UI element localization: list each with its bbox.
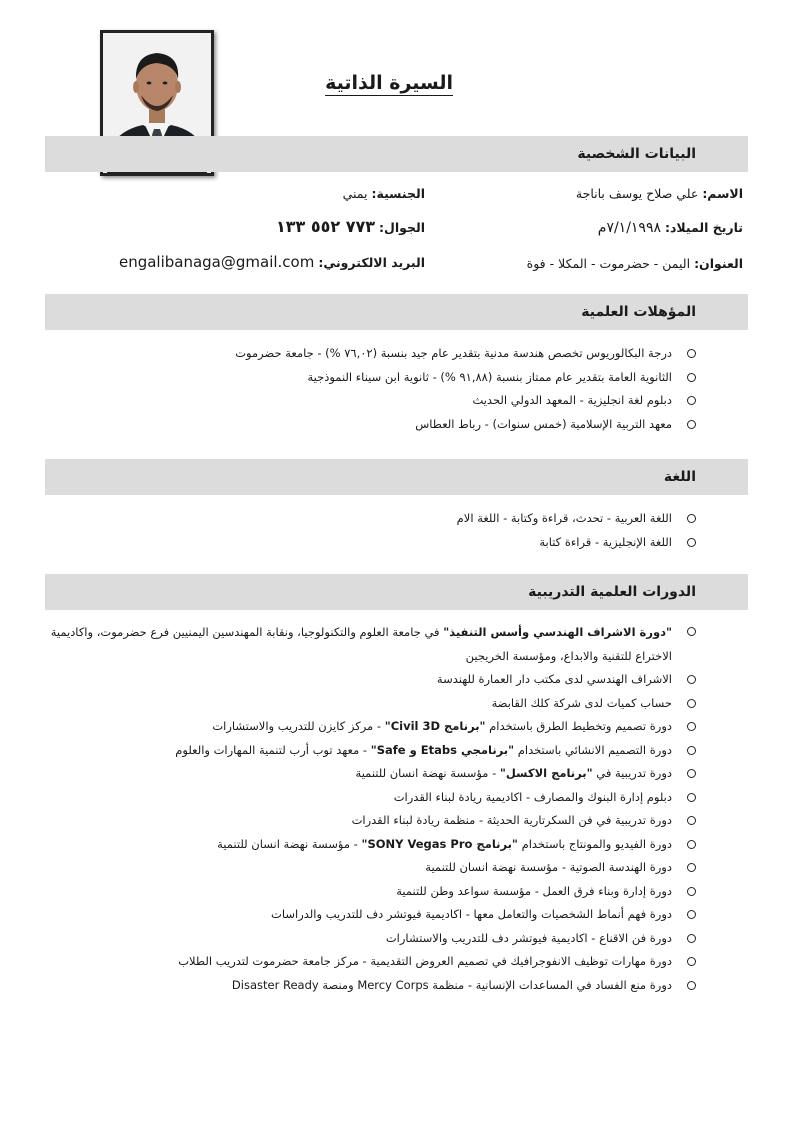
course-text: دورة فهم أنماط الشخصيات والتعامل معها - اكاديمية فيوتشر دف للتدريب والدراسات: [271, 907, 672, 921]
birth-line: [598, 220, 743, 236]
course-text-prefix: دورة تدريبية في: [592, 766, 672, 780]
course-text: دورة مهارات توظيف الانفوجرافيك في تصميم العروض التقديمية - مركز جامعة حضرموت لتدريب الطلاب: [178, 954, 672, 968]
course-text: دبلوم إدارة البنوك والمصارف - اكاديمية ريادة لبناء القدرات: [393, 789, 672, 804]
course-highlight: "برنامج الاكسل": [499, 766, 593, 780]
circle-bullet-icon: [687, 957, 696, 966]
course-item: [45, 739, 696, 763]
address-label: العنوان:: [694, 256, 743, 271]
list-item: اللغة العربية - تحدث، قراءة وكتابة - اللغة الام: [457, 507, 696, 531]
course-text: - مركز كايزن للتدريب والاستشارات: [212, 719, 385, 733]
list-item: الثانوية العامة بتقدير عام ممتاز بنسبة (٩١,٨٨ %) - ثانوية ابن سيناء النموذجية: [235, 366, 696, 390]
languages-list: [457, 507, 696, 554]
circle-bullet-icon: [687, 816, 696, 825]
address-line: [527, 256, 743, 271]
circle-bullet-icon: [687, 769, 696, 778]
circle-bullet-icon: [687, 627, 696, 636]
course-item: [45, 927, 696, 951]
email-value[interactable]: engalibanaga@gmail.com: [118, 253, 315, 271]
nationality-value: يمني: [342, 186, 368, 201]
course-text-prefix: دورة تصميم وتخطيط الطرق باستخدام: [485, 719, 672, 733]
course-text: في جامعة العلوم والتكنولوجيا، ونقابة المهندسين اليمنيين فرع حضرموت، واكاديمية الاختراع للتقنية والابداع، ومؤسسة الخريجين: [50, 625, 672, 663]
section-personal-header: البيانات الشخصية: [45, 136, 748, 172]
course-text: دورة تدريبية في فن السكرتارية الحديثة - منظمة ريادة لبناء القدرات: [351, 813, 672, 827]
list-item: دبلوم لغة انجليزية - المعهد الدولي الحديث: [235, 389, 696, 413]
course-text: - معهد توب أرب لتنمية المهارات والعلوم: [175, 742, 371, 757]
course-item: [45, 786, 696, 810]
circle-bullet-icon: [687, 934, 696, 943]
list-item: درجة البكالوريوس تخصص هندسة مدنية بتقدير عام جيد بنسبة (٧٦,٠٢ %) - جامعة حضرموت: [235, 342, 696, 366]
course-item: [45, 880, 696, 904]
section-language-header: اللغة: [45, 459, 748, 495]
course-item: [45, 950, 696, 974]
course-item: [45, 692, 696, 716]
course-item: [45, 668, 696, 692]
circle-bullet-icon: [687, 793, 696, 802]
course-item: [45, 903, 696, 927]
course-text-prefix: دورة التصميم الانشائي باستخدام: [514, 742, 672, 757]
course-text: حساب كميات لدى شركة كلك القابضة: [491, 695, 672, 710]
course-item: [45, 620, 696, 668]
circle-bullet-icon: [687, 420, 696, 429]
circle-bullet-icon: [687, 538, 696, 547]
circle-bullet-icon: [687, 910, 696, 919]
name-value: علي صلاح يوسف باناجة: [575, 186, 699, 201]
course-highlight: "برنامجي Etabs و Safe": [370, 742, 515, 757]
circle-bullet-icon: [687, 373, 696, 382]
email-label: البريد الالكتروني:: [318, 255, 425, 270]
course-text: - مؤسسة نهضة انسان للتنمية: [217, 836, 362, 851]
circle-bullet-icon: [687, 396, 696, 405]
course-item: [45, 809, 696, 833]
course-text: الاشراف الهندسي لدى مكتب دار العمارة للهندسة: [436, 672, 672, 686]
address-value: اليمن - حضرموت - المكلا - فوة: [526, 256, 691, 271]
course-item: [45, 762, 696, 786]
circle-bullet-icon: [687, 746, 696, 755]
course-highlight: "دورة الاشراف الهندسي وأسس التنفيذ": [443, 625, 672, 639]
circle-bullet-icon: [687, 349, 696, 358]
course-item: [45, 715, 696, 739]
course-item: [45, 974, 696, 998]
birth-value: ٧/١/١٩٩٨م: [597, 220, 661, 236]
course-text: دورة الهندسة الصوتية - مؤسسة نهضة انسان للتنمية: [425, 860, 672, 874]
course-text: دورة إدارة وبناء فرق العمل - مؤسسة سواعد وطن للتنمية: [396, 883, 672, 898]
circle-bullet-icon: [687, 887, 696, 896]
circle-bullet-icon: [687, 722, 696, 731]
circle-bullet-icon: [687, 514, 696, 523]
mobile-value: ٧٧٣ ٥٥٢ ١٣٣: [276, 217, 376, 236]
courses-list: [45, 620, 696, 997]
circle-bullet-icon: [687, 675, 696, 684]
circle-bullet-icon: [687, 863, 696, 872]
course-text: دورة منع الفساد في المساعدات الإنسانية - منظمة Mercy Corps ومنصة Disaster Ready: [231, 977, 672, 992]
course-highlight: "برنامج Civil 3D": [384, 719, 486, 733]
section-qualifications-header: المؤهلات العلمية: [45, 294, 748, 330]
list-item: اللغة الإنجليزية - قراءة كتابة: [457, 531, 696, 555]
nationality-line: [343, 186, 425, 201]
name-label: الاسم:: [702, 186, 743, 201]
circle-bullet-icon: [687, 699, 696, 708]
nationality-label: الجنسية:: [371, 186, 425, 201]
course-text: - مؤسسة نهضة انسان للتنمية: [355, 766, 500, 780]
course-text-prefix: دورة الفيديو والمونتاج باستخدام: [517, 836, 672, 851]
name-line: [576, 186, 743, 201]
circle-bullet-icon: [687, 840, 696, 849]
mobile-label: الجوال:: [379, 220, 425, 235]
qualifications-list: [235, 342, 696, 436]
mobile-line: [276, 217, 425, 236]
list-item: معهد التربية الإسلامية (خمس سنوات) - رباط العطاس: [235, 413, 696, 437]
course-text: دورة فن الاقناع - اكاديمية فيوتشر دف للتدريب والاستشارات: [385, 930, 672, 945]
email-line: [119, 253, 425, 271]
circle-bullet-icon: [687, 981, 696, 990]
course-item: [45, 833, 696, 857]
course-item: [45, 856, 696, 880]
section-courses-header: الدورات العلمية التدريبية: [45, 574, 748, 610]
page-title: السيرة الذاتية: [325, 72, 453, 94]
course-highlight: "برنامج SONY Vegas Pro": [361, 836, 518, 851]
birth-label: تاريخ الميلاد:: [664, 220, 743, 235]
